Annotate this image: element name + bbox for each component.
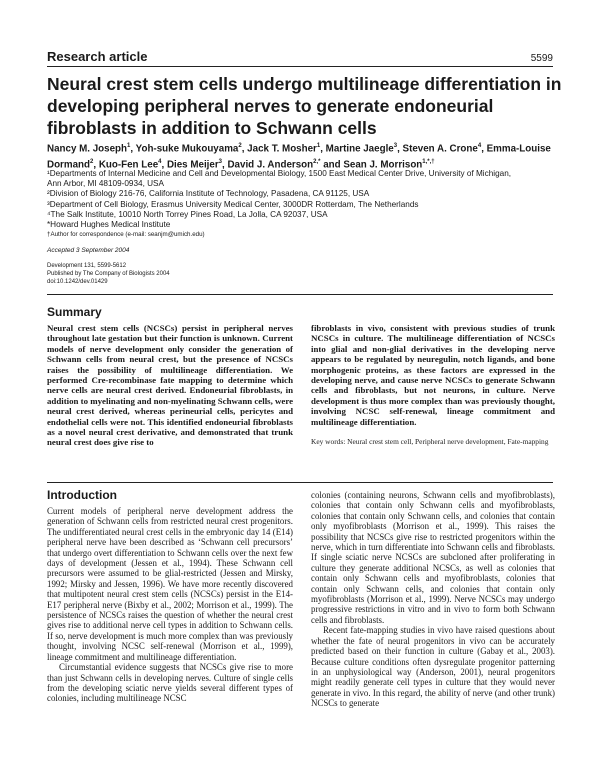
intro-paragraph-1: Current models of peripheral nerve development address the generation of Schwann cells from restricted neural crest progenitors. The undifferentiated neural crest cells in the embryonic day 14 (E14) peripheral nerve have been described as ‘Schwann cell precursors’ that undergo overt differentiation to Schwann cells over the next few days of development (Jessen et al., 1994). These Schwann cell precursors were assumed to be glial-restricted (Jessen and Mirsky, 1992; Mirsky and Jessen, 1996). We have more recently discovered that multipotent neural crest stem cells (NCSCs) persist in the E14-E17 peripheral nerve (Bixby et al., 2002; Morrison et al., 1999). The persistence of NCSCs raises the question of whether the neural crest gives rise to additional nerve cell types in addition to Schwann cells. If so, nerve development is much more complex than was previously thought, involving NCSC self-renewal (Morrison et al., 1999), lineage commitment and multilineage differentiation. [47,506,293,662]
author-name: Emma-Louise Dormand [47,143,551,171]
journal-citation: Development 131, 5599-5612 [47,263,127,269]
intro-paragraph-3: colonies (containing neurons, Schwann cells and myofibroblasts), colonies that contain only Schwann cells and myofibroblasts, colonies that contain only Schwann cells, and colonies that contain only myofibroblasts (Morrison et al., 1999). This raises the possibility that NCSCs give rise to restricted progenitors within the nerve, which in turn differentiate into Schwann cells and fibroblasts. If single sciatic nerve NCSCs are subcloned after proliferating in culture they generate additional NCSCs, as well as colonies that contain only Schwann cells and myofibroblasts, colonies that contain only Schwann cells, and colonies that contain only myofibroblasts (Morrison et al., 1999). Nerve NCSCs may undergo progressive restrictions in vitro and in vivo to form both Schwann cells and fibroblasts. [311,490,555,625]
author-list: Nancy M. Joseph$^1$, Yoh-suke Mukouyama$^2$, Jack T. Mosher$^1$, Martine Jaegle$^3$, Steven A. Crone$^4$, Emma-Louise Dormand$^2$, Kuo-Fen Lee$^4$, Dies Meijer$^3$, David J. Anderson$^{2,*}$ and Sean J. Morrison$^{1,*,\dagger}$ [47,143,551,171]
affiliation-line: *Howard Hughes Medical Institute [47,220,171,230]
summary-right-column [311,323,555,447]
author-affiliation-marker: 4 [477,143,482,149]
intro-paragraph-4: Recent fate-mapping studies in vivo have raised questions about whether the fate of neural progenitors in vivo can be accurately predicted based on their function in culture (Gabay et al., 2003). Because culture conditions often dysregulate progenitor patterning in an unphysiological way (Anderson, 2001), neural progenitors might readily generate cell types in culture that they would never generate in vivo. In this regard, the ability of nerve (and other trunk) NCSCs to generate [311,625,555,709]
intro-paragraph-2: Circumstantial evidence suggests that NCSCs give rise to more than just Schwann cells in developing nerves. Culture of single cells from the developing sciatic nerve yields several different types of colonies, including multilineage NCSC [47,662,293,704]
header-rule [47,66,553,67]
author-affiliation-marker: 3 [218,158,223,165]
summary-text-left: Neural crest stem cells (NCSCs) persist in peripheral nerves throughout late gestation but their function is unknown. Current models of nerve development only consider the generation of Schwann cells from neural crest, but the presence of NCSCs raises the possibility of multilineage differentiation. We performed Cre-recombinase fate mapping to determine which nerve cells are neural crest derived. Endoneurial fibroblasts, in addition to myelinating and non-myelinating Schwann cells, were neural crest derived, whereas perineurial cells, pericytes and endothelial cells were not. This identified endoneurial fibroblasts as a novel neural crest derivative, and demonstrated that trunk neural crest does give rise to [47,323,294,448]
summary-heading: Summary [47,305,102,319]
affiliation-line: ³Department of Cell Biology, Erasmus University Medical Center, 3000DR Rotterdam, The Netherlands [47,199,419,209]
author-name: Nancy M. Joseph [47,143,128,155]
author-name: David J. Anderson [227,159,314,171]
affiliation-line: Ann Arbor, MI 48109-0934, USA [47,179,164,189]
accepted-date: Accepted 3 September 2004 [47,247,130,254]
author-name: Martine Jaegle [325,143,394,155]
introduction-left-column [47,506,293,704]
author-affiliation-marker: 4 [158,158,162,165]
page-header [47,42,553,64]
affiliation-line: ¹Departments of Internal Medicine and Cell and Developmental Biology, 1500 East Medical Center Drive, University of Michigan, [47,169,512,178]
author-affiliation-marker: 3 [393,143,398,149]
summary-left-column [47,323,293,448]
summary-rule [47,294,553,295]
affiliation-line: ⁴The Salk Institute, 10010 North Torrey Pines Road, La Jolla, CA 92037, USA [47,209,328,219]
author-name: Kuo-Fen Lee [98,159,159,171]
author-affiliation-marker: 2,* [313,158,321,165]
author-affiliation-marker: 2 [90,158,94,165]
author-affiliation-marker: 1 [316,143,321,149]
author-name: Jack T. Mosher [247,143,317,155]
doi-line: doi:10.1242/dev.01429 [47,279,108,285]
author-name: Steven A. Crone [402,143,478,155]
author-name: Yoh-suke Mukouyama [135,143,239,155]
author-affiliation-marker: 1,*,† [422,158,435,165]
introduction-rule [47,482,553,483]
keywords: Key words: Neural crest stem cell, Peripheral nerve development, Fate-mapping [311,437,549,447]
page-number: 5599 [530,53,553,64]
introduction-right-column [311,490,555,709]
publication-meta [47,262,170,286]
publisher-line: Published by The Company of Biologists 2004 [47,271,170,277]
article-title: Neural crest stem cells undergo multilineage differentiation in developing peripheral nerves to generate endoneurial fibroblasts in addition to Schwann cells [47,74,562,138]
summary-text-right: fibroblasts in vivo, consistent with previous studies of trunk NCSCs in culture. The multilineage differentiation of NCSCs into glial and non-glial derivatives in the developing nerve appears to be regulated by neuregulin, notch ligands, and bone morphogenic proteins, as these factors are expressed in the developing nerve, and cause nerve NCSCs to generate Schwann cells and fibroblasts, but not neurons, in culture. Nerve development is thus more complex than was previously thought, involving NCSC self-renewal, lineage commitment and multilineage differentiation. [311,323,555,427]
author-name: Dies Meijer [166,159,219,171]
author-name: Sean J. Morrison [343,159,423,171]
author-affiliation-marker: 2 [238,143,242,149]
author-affiliation-marker: 1 [127,143,131,149]
section-label: Research article [47,49,148,64]
affiliation-line: ²Division of Biology 216-76, California Institute of Technology, Pasadena, CA 91125, USA [47,189,370,199]
introduction-heading: Introduction [47,488,117,502]
affiliations [47,169,557,240]
affiliation-line: †Author for correspondence (e-mail: seanjm@umich.edu) [47,231,205,239]
